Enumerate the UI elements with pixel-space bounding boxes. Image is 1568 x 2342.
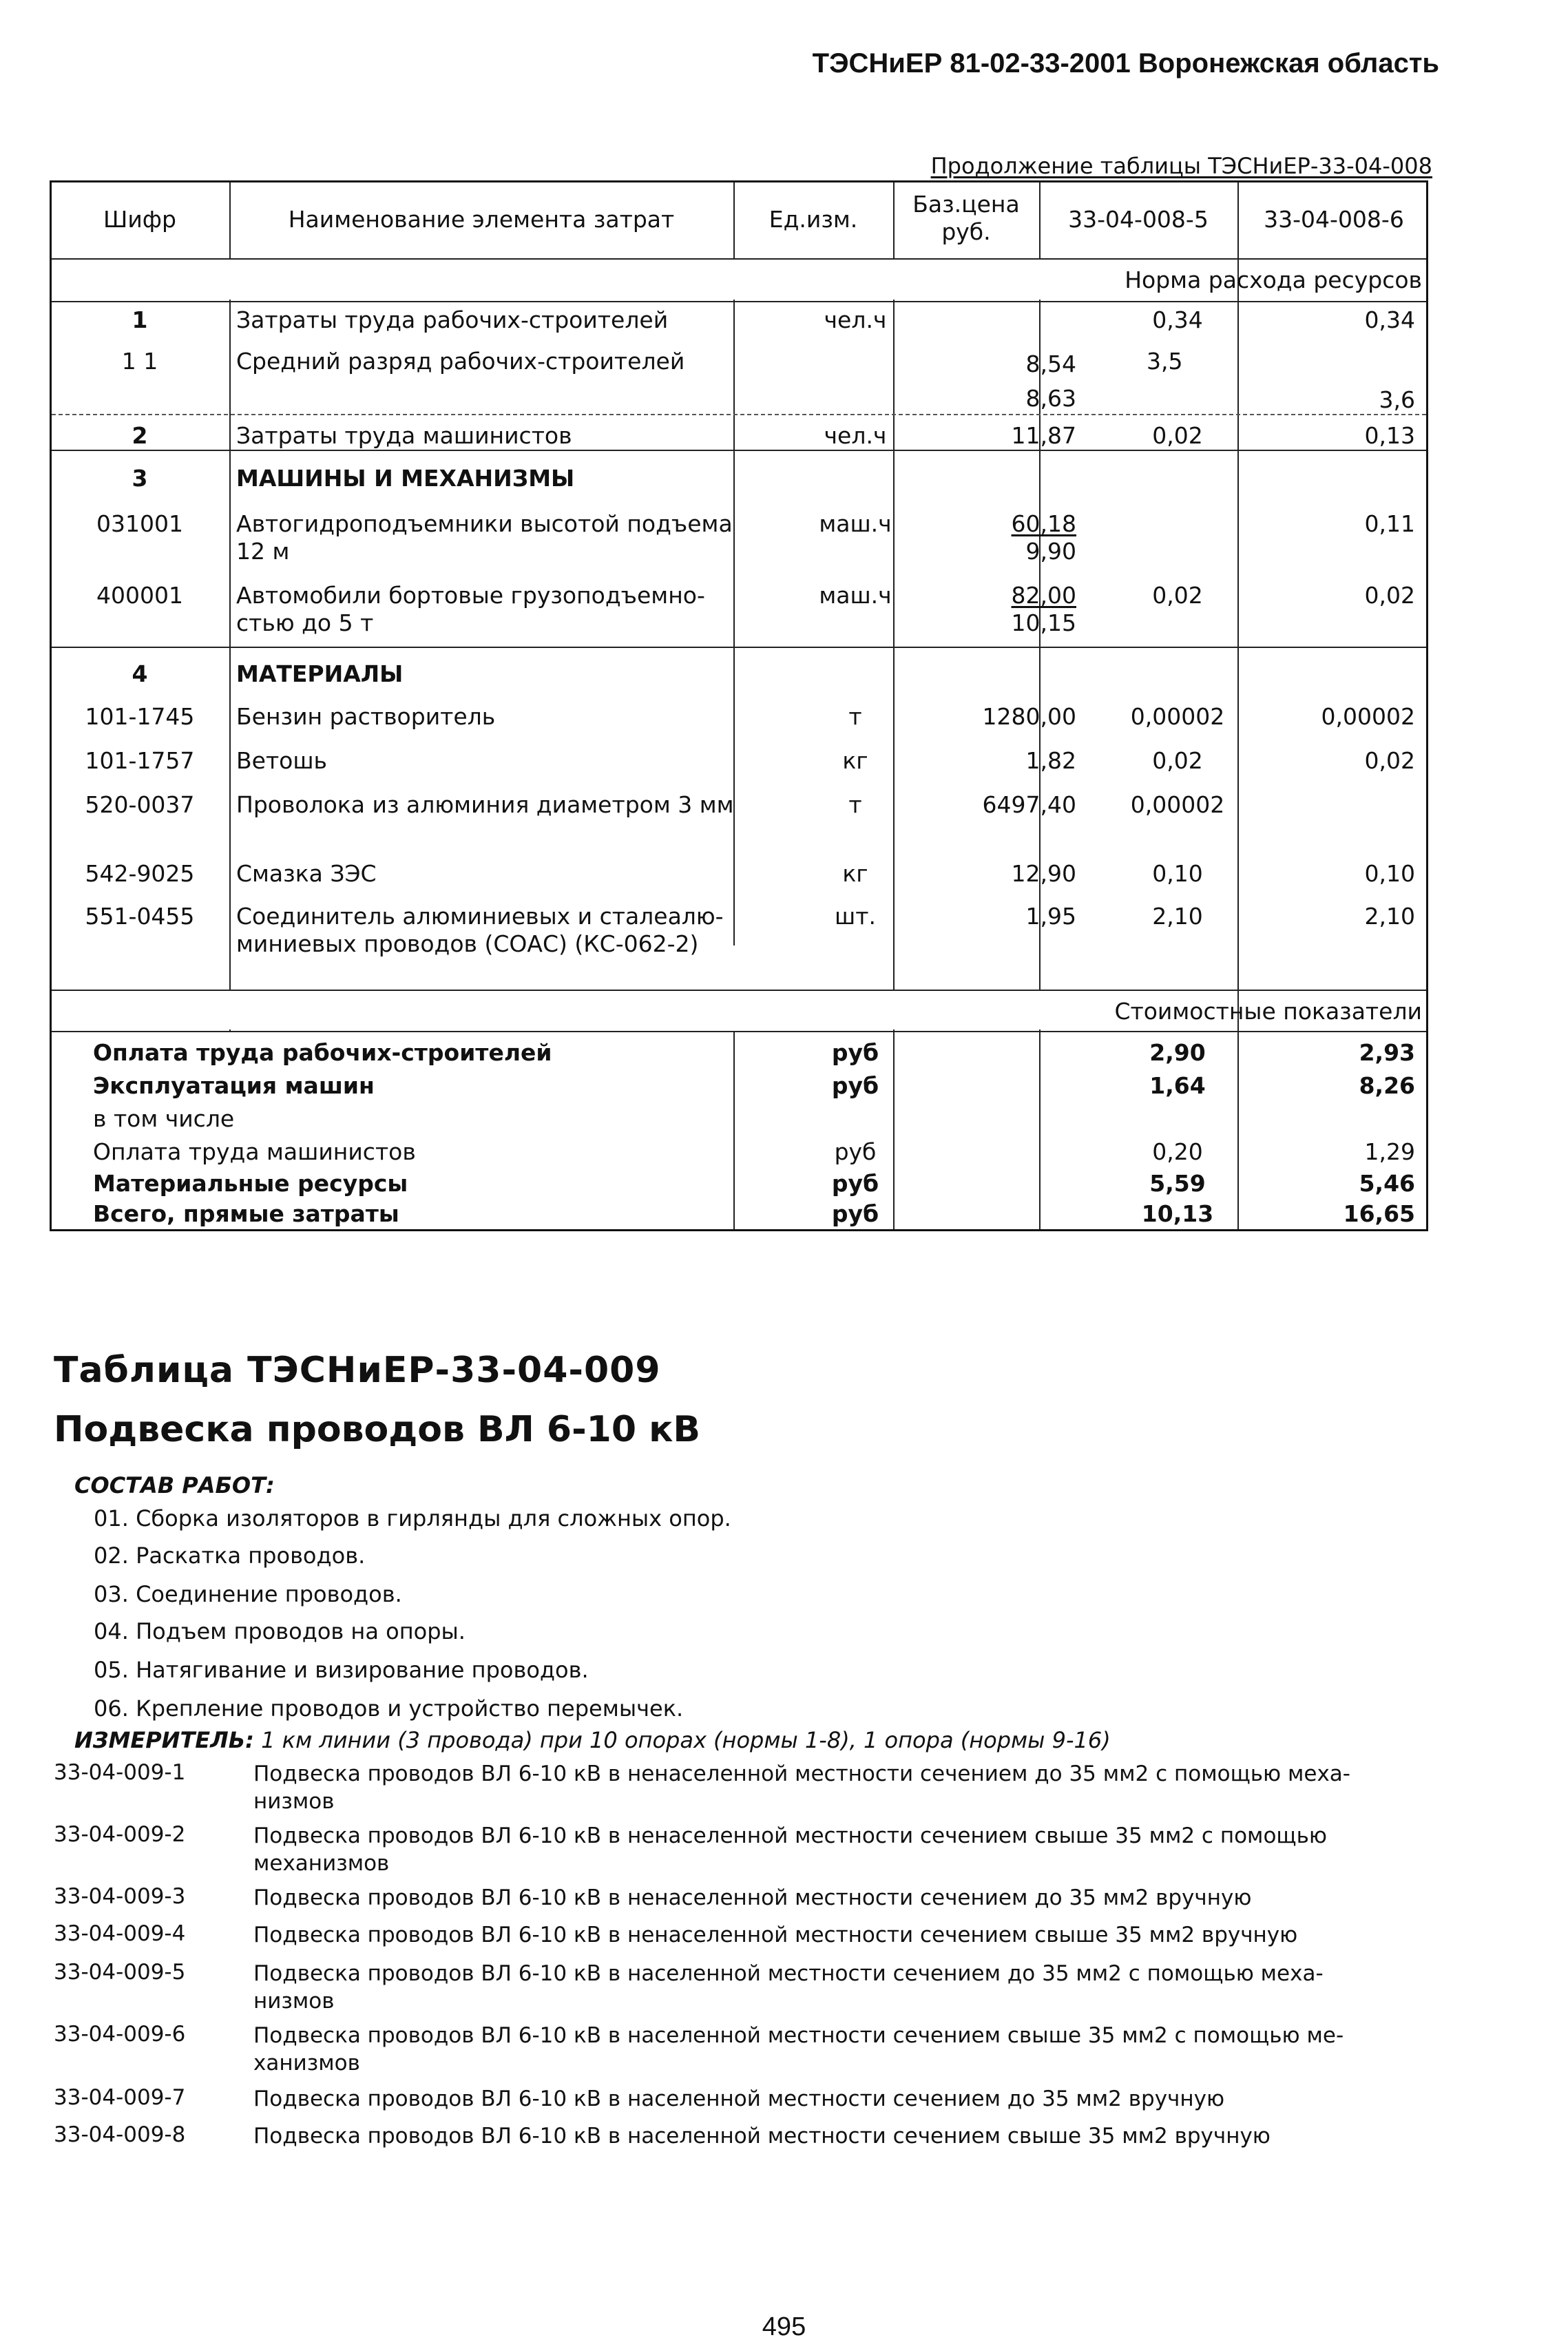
row-name-cont: 12 м <box>236 538 290 565</box>
total-norm-5: 0,20 <box>1152 1138 1203 1165</box>
section-subtitle: Подвеска проводов ВЛ 6-10 кВ <box>54 1409 701 1450</box>
work-item: 04. Подъем проводов на опоры. <box>94 1618 466 1644</box>
row-code: 101-1757 <box>85 747 195 774</box>
col-header-norm-5: 33-04-008-5 <box>1068 206 1209 233</box>
total-unit: руб <box>831 1200 879 1227</box>
work-item: 05. Натягивание и визирование проводов. <box>94 1657 589 1683</box>
row-name: Затраты труда машинистов <box>236 422 572 449</box>
works-heading: СОСТАВ РАБОТ: <box>74 1472 275 1498</box>
grid-line <box>52 414 1426 415</box>
total-norm-6: 1,29 <box>1364 1138 1415 1165</box>
total-unit: руб <box>831 1170 879 1197</box>
row-name: Проволока из алюминия диаметром 3 мм <box>236 791 734 818</box>
grid-line <box>52 450 1426 451</box>
total-label: Материальные ресурсы <box>93 1170 408 1197</box>
row-unit: кг <box>842 860 868 887</box>
norm-desc-line: низмов <box>253 1989 335 2014</box>
section-title: Таблица ТЭСНиЕР-33-04-009 <box>54 1350 661 1391</box>
norm-description <box>253 2122 1431 2150</box>
row-code: 101-1745 <box>85 703 195 730</box>
total-unit: руб <box>831 1039 879 1066</box>
row-name-cont: стью до 5 т <box>236 609 374 636</box>
row-name: Смазка ЗЭС <box>236 860 377 887</box>
norm-desc-line: Подвеска проводов ВЛ 6-10 кВ в ненаселенной местности сечением до 35 мм2 с помощью меха- <box>253 1761 1350 1786</box>
row-name-cont: миниевых проводов (СОАС) (КС-062-2) <box>236 930 699 957</box>
row-code: 031001 <box>96 510 183 537</box>
norm-desc-line: Подвеска проводов ВЛ 6-10 кВ в населенной местности сечением свыше 35 мм2 вручную <box>253 2124 1271 2148</box>
norm-desc-line: Подвеска проводов ВЛ 6-10 кВ в ненаселенной местности сечением свыше 35 мм2 с помощью <box>253 1823 1327 1848</box>
row-norm-6: 0,00002 <box>1321 703 1415 730</box>
row-norm-6: 0,34 <box>1364 306 1415 333</box>
total-norm-5: 5,59 <box>1149 1170 1206 1197</box>
col-header-code: Шифр <box>103 206 176 233</box>
norm-description <box>253 1921 1431 1949</box>
caption-band <box>52 260 1085 300</box>
grid-line <box>52 647 1426 648</box>
col-header-name: Наименование элемента затрат <box>288 206 675 233</box>
row-name: Автомобили бортовые грузоподъемно- <box>236 582 705 609</box>
total-label: Эксплуатация машин <box>93 1072 375 1099</box>
work-item: 02. Раскатка проводов. <box>94 1543 366 1569</box>
row-unit: кг <box>842 747 868 774</box>
row-norm-6: 0,02 <box>1364 582 1415 609</box>
norm-description <box>253 1960 1431 2015</box>
row-name: Автогидроподъемники высотой подъема <box>236 510 733 537</box>
row-price: 1,82 <box>1025 747 1076 774</box>
norm-description <box>253 1760 1431 1815</box>
row-code: 400001 <box>96 582 183 609</box>
table-continuation-note: Продолжение таблицы ТЭСНиЕР-33-04-008 <box>930 153 1432 179</box>
total-norm-6: 2,93 <box>1359 1039 1415 1066</box>
row-code: 551-0455 <box>85 903 195 930</box>
work-item: 01. Сборка изоляторов в гирлянды для сложных опор. <box>94 1505 731 1531</box>
norm-description <box>253 2085 1431 2113</box>
norm-description <box>253 1822 1431 1877</box>
row-norm-5: 0,10 <box>1152 860 1203 887</box>
total-label: в том числе <box>93 1105 235 1132</box>
total-norm-5: 10,13 <box>1141 1200 1214 1227</box>
total-norm-5: 1,64 <box>1149 1072 1206 1099</box>
section-heading-machines: МАШИНЫ И МЕХАНИЗМЫ <box>236 465 575 492</box>
row-norm-6: 0,02 <box>1364 747 1415 774</box>
total-norm-6: 8,26 <box>1359 1072 1415 1099</box>
total-norm-6: 5,46 <box>1359 1170 1415 1197</box>
row-code: 2 <box>132 422 148 449</box>
norm-code: 33-04-009-7 <box>54 2085 186 2110</box>
row-norm-5: 2,10 <box>1152 903 1203 930</box>
row-norm-5: 0,00002 <box>1130 703 1225 730</box>
row-price-operator: 9,90 <box>1025 538 1076 565</box>
norm-desc-line: Подвеска проводов ВЛ 6-10 кВ в ненаселенной местности сечением свыше 35 мм2 вручную <box>253 1923 1298 1947</box>
total-label: Оплата труда рабочих-строителей <box>93 1039 552 1066</box>
row-norm-6: 3,6 <box>1379 386 1415 413</box>
row-norm-5: 0,02 <box>1152 747 1203 774</box>
norm-caption: Норма расхода ресурсов <box>1125 266 1422 293</box>
work-item: 03. Соединение проводов. <box>94 1581 402 1607</box>
document-header: ТЭСНиЕР 81-02-33-2001 Воронежская область <box>812 48 1439 79</box>
section-code: 4 <box>132 660 148 687</box>
row-name: Ветошь <box>236 747 327 774</box>
caption-band <box>52 991 1085 1029</box>
row-unit: шт. <box>835 903 876 930</box>
meter-text: 1 км линии (3 провода) при 10 опорах (нормы 1-8), 1 опора (нормы 9-16) <box>261 1727 1111 1753</box>
norm-desc-line: механизмов <box>253 1851 390 1876</box>
row-unit: чел.ч <box>824 422 887 449</box>
total-norm-5: 2,90 <box>1149 1039 1206 1066</box>
total-label: Оплата труда машинистов <box>93 1138 416 1165</box>
row-norm-5: 0,34 <box>1152 306 1203 333</box>
resource-table <box>50 180 1428 1231</box>
row-price: 6497,40 <box>982 791 1076 818</box>
norm-code: 33-04-009-3 <box>54 1884 186 1909</box>
total-label: Всего, прямые затраты <box>93 1200 399 1227</box>
row-price: 8,54 <box>1025 351 1076 377</box>
row-norm-6: 2,10 <box>1364 903 1415 930</box>
meter-line <box>74 1727 1111 1753</box>
section-code: 3 <box>132 465 148 492</box>
col-header-unit: Ед.изм. <box>769 206 858 233</box>
row-norm-6: 0,10 <box>1364 860 1415 887</box>
row-code: 1 <box>132 306 148 333</box>
row-norm-5: 0,00002 <box>1130 791 1225 818</box>
norm-desc-line: Подвеска проводов ВЛ 6-10 кВ в населенной местности сечением до 35 мм2 с помощью меха- <box>253 1961 1324 1986</box>
row-code: 542-9025 <box>85 860 195 887</box>
row-price-operator: 10,15 <box>1011 609 1076 636</box>
row-code: 520-0037 <box>85 791 195 818</box>
norm-description <box>253 2022 1431 2077</box>
norm-code: 33-04-009-6 <box>54 2022 186 2047</box>
norm-desc-line: Подвеска проводов ВЛ 6-10 кВ в населенной местности сечением до 35 мм2 вручную <box>253 2087 1225 2111</box>
row-unit: маш.ч <box>819 510 892 537</box>
row-unit: чел.ч <box>824 306 887 333</box>
row-price: 1280,00 <box>982 703 1076 730</box>
col-header-price: Баз.цена <box>912 191 1020 218</box>
norm-code: 33-04-009-8 <box>54 2122 186 2147</box>
cost-caption: Стоимостные показатели <box>1114 998 1422 1025</box>
row-norm-5: 3,5 <box>1147 348 1183 375</box>
work-item: 06. Крепление проводов и устройство перемычек. <box>94 1695 684 1722</box>
col-header-norm-6: 33-04-008-6 <box>1264 206 1404 233</box>
norm-desc-line: низмов <box>253 1789 335 1814</box>
row-price: 1,95 <box>1025 903 1076 930</box>
row-name: Бензин растворитель <box>236 703 496 730</box>
row-unit: маш.ч <box>819 582 892 609</box>
row-unit: т <box>848 791 862 818</box>
norm-description <box>253 1884 1431 1912</box>
row-price: 11,87 <box>1011 422 1076 449</box>
row-name: Затраты труда рабочих-строителей <box>236 306 669 333</box>
row-norm-5: 0,02 <box>1152 582 1203 609</box>
total-unit: руб <box>834 1138 877 1165</box>
row-price: 82,00 <box>1011 582 1076 609</box>
row-price: 60,18 <box>1011 510 1076 537</box>
page-number: 495 <box>762 2312 806 2341</box>
norm-desc-line: Подвеска проводов ВЛ 6-10 кВ в населенной местности сечением свыше 35 мм2 с помощью ме- <box>253 2023 1344 2048</box>
grid-line <box>52 301 1426 302</box>
total-unit: руб <box>831 1072 879 1099</box>
row-code: 1 1 <box>121 348 158 375</box>
norm-desc-line: ханизмов <box>253 2051 360 2076</box>
norm-desc-line: Подвеска проводов ВЛ 6-10 кВ в ненаселенной местности сечением до 35 мм2 вручную <box>253 1885 1252 1910</box>
row-price: 8,63 <box>1025 385 1076 412</box>
row-norm-5: 0,02 <box>1152 422 1203 449</box>
norm-code: 33-04-009-2 <box>54 1822 186 1847</box>
meter-label: ИЗМЕРИТЕЛЬ: <box>74 1727 254 1753</box>
row-norm-6: 0,11 <box>1364 510 1415 537</box>
col-header-price-unit: руб. <box>941 218 991 245</box>
row-price: 12,90 <box>1011 860 1076 887</box>
total-norm-6: 16,65 <box>1343 1200 1415 1227</box>
row-unit: т <box>848 703 862 730</box>
norm-code: 33-04-009-4 <box>54 1921 186 1946</box>
norm-code: 33-04-009-5 <box>54 1960 186 1985</box>
row-name: Соединитель алюминиевых и сталеалю- <box>236 903 724 930</box>
row-norm-6: 0,13 <box>1364 422 1415 449</box>
row-name: Средний разряд рабочих-строителей <box>236 348 685 375</box>
norm-code: 33-04-009-1 <box>54 1760 186 1785</box>
section-heading-materials: МАТЕРИАЛЫ <box>236 660 404 687</box>
